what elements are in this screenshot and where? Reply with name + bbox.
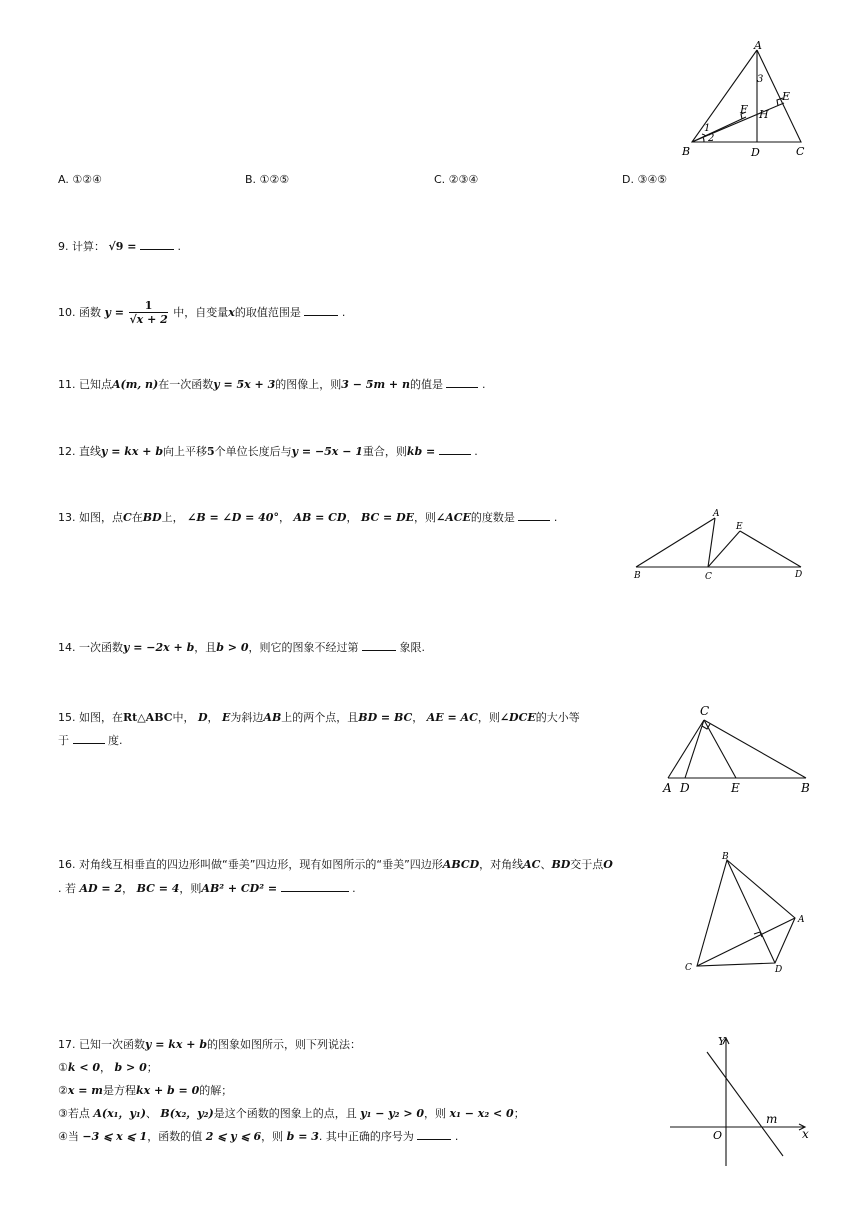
q15-answer-blank[interactable]	[73, 733, 105, 744]
q10-suffix: .	[341, 306, 346, 319]
q17-s3-end: ；	[513, 1107, 525, 1120]
q11-tail: 的值是	[409, 378, 443, 391]
q16-middle2: ，则	[179, 882, 202, 895]
q13-label-b: B	[634, 571, 641, 581]
q13-answer-blank[interactable]	[518, 510, 550, 521]
q12-line2: y = −5x − 1	[291, 445, 363, 458]
q17-prefix: 17. 已知一次函数	[58, 1038, 145, 1051]
q15-line2	[58, 729, 580, 752]
q14-function: y = −2x + b	[123, 641, 195, 654]
q13-sep1: ，	[278, 511, 290, 524]
q16-figure	[675, 848, 815, 978]
q16-expression: AB² + CD² =	[201, 882, 278, 895]
q17-s3-sep: 、	[145, 1107, 157, 1120]
q13-middle3: ，则	[414, 511, 437, 524]
q17-s1-b: b > 0	[114, 1061, 147, 1074]
q13-figure	[628, 505, 813, 587]
q17-s2-b: kx + b = 0	[135, 1084, 200, 1097]
q8-label-a: A	[754, 39, 762, 52]
q11-prefix: 11. 已知点	[58, 378, 112, 391]
q16-diagonal-bd: BD	[551, 858, 571, 871]
q10-fraction-denominator: √x + 2	[129, 313, 168, 326]
question-9	[58, 239, 181, 255]
q17-figure	[665, 1030, 815, 1170]
q8-option-a[interactable]: A. ①②④	[58, 173, 102, 186]
q8-label-d: D	[751, 146, 760, 159]
q15-triangle: Rt△ABC	[123, 711, 173, 724]
q10-function-lhs: y =	[104, 306, 124, 319]
q12-line1: y = kx + b	[101, 445, 164, 458]
q13-sep2: ，	[346, 511, 358, 524]
q11-expression: 3 − 5m + n	[341, 378, 410, 391]
q16-eq2: BC = 4	[136, 882, 180, 895]
q16-diagonal-ac: AC	[523, 858, 541, 871]
q16-label-a: A	[798, 915, 805, 925]
q16-label-c: C	[685, 963, 692, 973]
q15-label-b: B	[801, 781, 810, 795]
q12-suffix: .	[474, 445, 478, 458]
q17-function: y = kx + b	[145, 1038, 208, 1051]
question-16	[58, 853, 613, 901]
q17-s3-d: x₁ − x₂ < 0	[449, 1107, 514, 1120]
q10-fraction	[129, 300, 167, 326]
q15-sep2: ，	[412, 711, 424, 724]
q13-label-d: D	[795, 570, 803, 580]
q17-s1-sep: ，	[100, 1061, 112, 1074]
q10-middle: 中，自变量	[173, 306, 229, 319]
q17-s1-a: k < 0	[67, 1061, 101, 1074]
q13-middle: 在	[131, 511, 143, 524]
q8-label-3: 3	[757, 74, 764, 85]
q11-middle2: 的图像上，则	[275, 378, 342, 391]
q8-label-2: 2	[708, 133, 715, 144]
q12-prefix: 12. 直线	[58, 445, 101, 458]
q10-answer-blank[interactable]	[304, 305, 338, 316]
q14-middle: ，且	[194, 641, 217, 654]
q16-prefix: 16. 对角线互相垂直的四边形叫做“垂美”四边形，现有如图所示的“垂美”四边形	[58, 858, 443, 871]
q17-s4-mid2: ，则	[261, 1130, 284, 1143]
q9-suffix: .	[177, 240, 181, 253]
q8-label-b: B	[682, 145, 691, 158]
q11-suffix: .	[481, 378, 486, 391]
q17-s4-b: 2 ⩽ y ⩽ 6	[205, 1130, 262, 1143]
q15-line2-suffix: 度.	[108, 734, 123, 747]
q16-line1	[58, 853, 613, 877]
q16-sep: 、	[540, 858, 552, 871]
q14-answer-blank[interactable]	[362, 640, 396, 651]
q17-s4-c: b = 3	[286, 1130, 319, 1143]
q8-label-e: E	[782, 90, 791, 103]
question-12	[58, 444, 478, 460]
q16-label-d: D	[775, 965, 783, 975]
q16-suffix: .	[352, 882, 356, 895]
q15-prefix: 15. 如图，在	[58, 711, 123, 724]
q17-label-x: x	[802, 1127, 809, 1141]
q11-point: A(m, n)	[112, 378, 159, 391]
q17-statement-4	[58, 1125, 525, 1148]
q12-middle: 向上平移	[163, 445, 208, 458]
q13-middle2: 上，	[161, 511, 184, 524]
q15-point-d: D	[197, 711, 208, 724]
q16-line2-prefix: . 若	[58, 882, 76, 895]
q17-label-m: m	[766, 1112, 778, 1126]
q13-eq1: AB = CD	[293, 511, 347, 524]
q13-target: ∠ACE	[436, 511, 471, 524]
q17-s3-mid2: ，则	[424, 1107, 447, 1120]
q16-answer-blank[interactable]	[281, 881, 349, 892]
q8-label-h: H	[759, 108, 769, 121]
q13-segment-bd: BD	[142, 511, 162, 524]
q11-answer-blank[interactable]	[446, 377, 478, 388]
q16-tail: 交于点	[570, 858, 604, 871]
q15-tail: 的大小等	[535, 711, 580, 724]
q17-s2-a: x = m	[67, 1084, 103, 1097]
q15-middle3: 上的两个点，且	[281, 711, 359, 724]
q13-angles: ∠B = ∠D = 40°	[187, 511, 279, 524]
q16-quadrilateral: ABCD	[442, 858, 480, 871]
q15-eq1: BD = BC	[358, 711, 413, 724]
q8-figure	[675, 38, 815, 163]
q15-line1	[58, 706, 580, 729]
q13-eq2: BC = DE	[360, 511, 415, 524]
q15-label-c: C	[700, 704, 710, 718]
q17-s3-mid: 是这个函数的图象上的点，且	[213, 1107, 357, 1120]
q16-line2	[58, 877, 613, 901]
q8-option-d[interactable]: D. ③④⑤	[622, 173, 668, 186]
q15-eq2: AE = AC	[426, 711, 478, 724]
q13-label-a: A	[713, 509, 720, 519]
q11-middle: 在一次函数	[158, 378, 214, 391]
question-10	[58, 298, 345, 328]
q17-s2-mid: 是方程	[102, 1084, 136, 1097]
q17-s2-mark: ②	[58, 1084, 68, 1097]
q15-label-a: A	[663, 781, 672, 795]
q15-line2-prefix: 于	[58, 734, 69, 747]
q17-s1-end: ；	[146, 1061, 158, 1074]
q11-function: y = 5x + 3	[213, 378, 276, 391]
q10-variable: x	[228, 306, 235, 319]
q13-prefix: 13. 如图，点	[58, 511, 123, 524]
q16-sep2: ，	[122, 882, 134, 895]
q17-label-o: O	[713, 1129, 723, 1142]
q15-sep: ，	[207, 711, 219, 724]
q17-s3-a: A(x₁，y₁)	[93, 1107, 146, 1120]
q10-fraction-numerator: 1	[129, 300, 167, 313]
q8-label-1: 1	[704, 123, 711, 134]
q15-middle4: ，则	[477, 711, 500, 724]
q17-s3-mark: ③若点	[58, 1107, 90, 1120]
q14-tail: ，则它的图象不经过第	[248, 641, 359, 654]
q12-middle3: 重合，则	[362, 445, 407, 458]
q17-label-y: Y	[718, 1035, 726, 1048]
q17-statement-3	[58, 1102, 525, 1125]
q8-label-c: C	[796, 145, 805, 158]
q8-option-c[interactable]: C. ②③④	[434, 173, 479, 186]
q14-condition: b > 0	[216, 641, 249, 654]
q17-s4-mark: ④当	[58, 1130, 79, 1143]
q15-target: ∠DCE	[499, 711, 536, 724]
q17-s4-mid: ，函数的值	[147, 1130, 203, 1143]
q16-middle: ，对角线	[479, 858, 524, 871]
q17-statement-2	[58, 1079, 525, 1102]
q13-point-c: C	[123, 511, 132, 524]
q8-option-b[interactable]: B. ①②⑤	[245, 173, 290, 186]
q17-s2-end: 的解；	[199, 1084, 233, 1097]
q13-tail: 的度数是	[470, 511, 515, 524]
q12-expression: kb =	[406, 445, 436, 458]
q16-label-b: B	[722, 852, 729, 862]
q17-s1-mark: ①	[58, 1061, 68, 1074]
q13-suffix: .	[553, 511, 558, 524]
q13-label-e: E	[736, 522, 743, 532]
q15-label-d: D	[680, 781, 690, 795]
q15-figure	[660, 700, 815, 800]
q9-answer-blank[interactable]	[140, 239, 174, 250]
q17-s4-suffix: .	[454, 1130, 459, 1143]
q15-middle: 中，	[172, 711, 195, 724]
q17-s3-b: B(x₂，y₂)	[160, 1107, 214, 1120]
q14-suffix: 象限.	[399, 641, 425, 654]
q13-label-c: C	[705, 572, 712, 582]
q17-s4-mid3: . 其中正确的序号为	[318, 1130, 414, 1143]
q10-prefix: 10. 函数	[58, 306, 101, 319]
q12-shift: 5	[207, 445, 215, 458]
q15-label-e: E	[731, 781, 740, 795]
q17-s3-c: y₁ − y₂ > 0	[360, 1107, 425, 1120]
q17-s4-a: −3 ⩽ x ⩽ 1	[82, 1130, 148, 1143]
question-15	[58, 706, 580, 752]
q15-middle2: 为斜边	[230, 711, 264, 724]
q9-expression: √9 =	[108, 240, 137, 253]
question-13	[58, 510, 557, 526]
question-11	[58, 377, 485, 393]
q17-stem	[58, 1033, 525, 1056]
q12-answer-blank[interactable]	[439, 444, 471, 455]
question-17	[58, 1033, 525, 1148]
q17-answer-blank[interactable]	[417, 1129, 451, 1140]
q8-label-f: F	[740, 103, 748, 116]
q17-statement-1	[58, 1056, 525, 1079]
q10-tail: 的取值范围是	[234, 306, 301, 319]
question-14	[58, 640, 425, 656]
q16-point-o: O	[603, 858, 613, 871]
q17-tail: 的图象如图所示，则下列说法：	[207, 1038, 362, 1051]
q16-eq1: AD = 2	[79, 882, 123, 895]
q15-hypotenuse: AB	[263, 711, 282, 724]
q9-prefix: 9. 计算：	[58, 240, 105, 253]
q14-prefix: 14. 一次函数	[58, 641, 123, 654]
q12-middle2: 个单位长度后与	[214, 445, 292, 458]
q15-point-e: E	[222, 711, 231, 724]
